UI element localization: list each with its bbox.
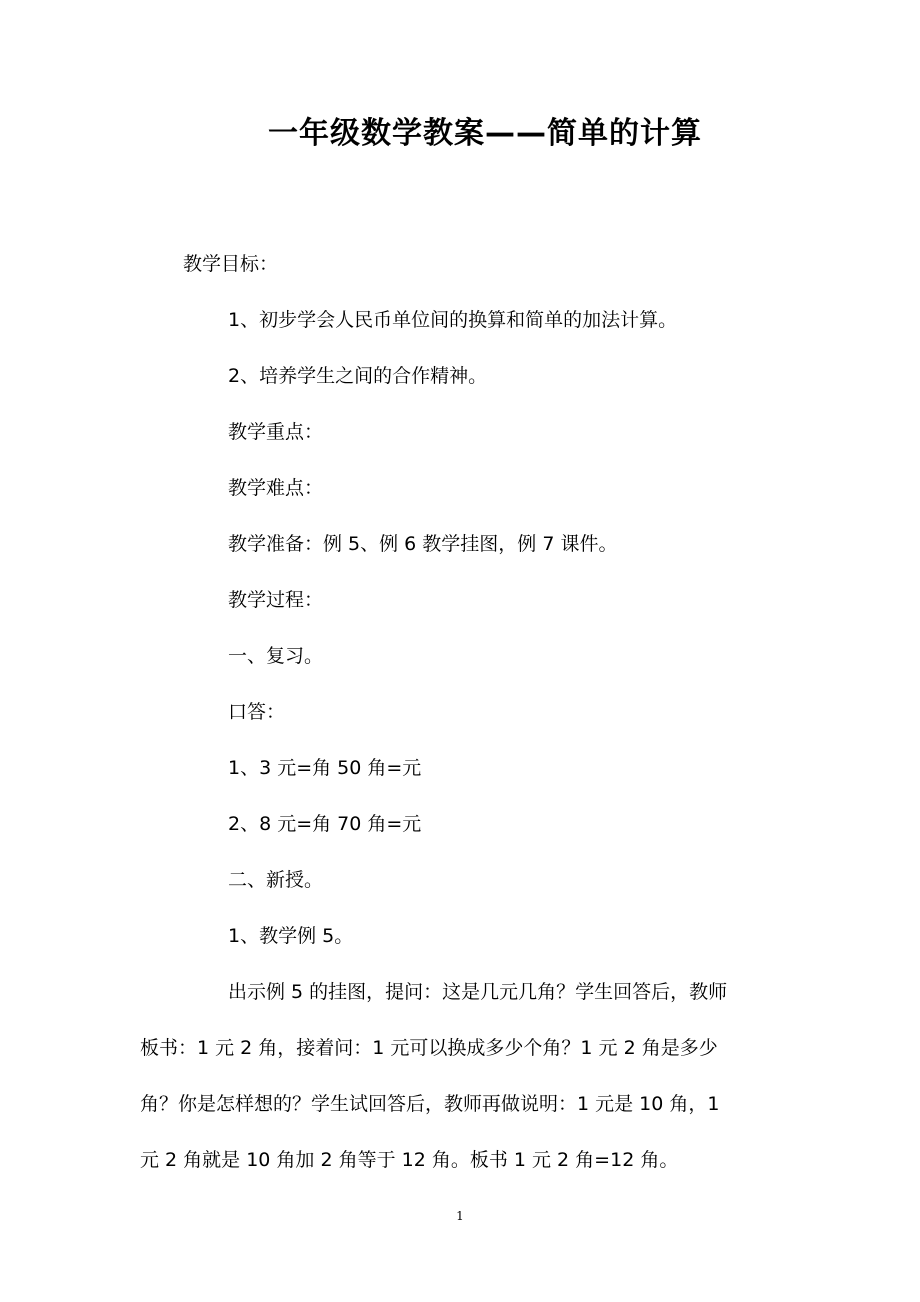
oral-question-2: 2、8 元=角 70 角=元 — [228, 813, 422, 835]
step-new-lesson: 二、新授。 — [228, 869, 324, 891]
example-5-heading: 1、教学例 5。 — [228, 925, 354, 947]
objective-item-2: 2、培养学生之间的合作精神。 — [228, 365, 488, 387]
oral-question-1: 1、3 元=角 50 角=元 — [228, 757, 422, 779]
objective-item-1: 1、初步学会人民币单位间的换算和简单的加法计算。 — [228, 309, 678, 331]
section-heading-difficulties: 教学难点： — [228, 477, 324, 499]
example-5-paragraph — [140, 978, 790, 1202]
oral-answer-label: 口答： — [228, 701, 286, 723]
section-heading-key-points: 教学重点： — [228, 421, 324, 443]
paragraph-line: 元 2 角就是 10 角加 2 角等于 12 角。板书 1 元 2 角=12 角。 — [140, 1149, 679, 1171]
paragraph-line: 角？你是怎样想的？学生试回答后，教师再做说明：1 元是 10 角，1 — [140, 1093, 720, 1115]
step-review: 一、复习。 — [228, 645, 324, 667]
paragraph-line: 出示例 5 的挂图，提问：这是几元几角？学生回答后，教师 — [228, 981, 728, 1003]
page-number: 1 — [456, 1209, 464, 1223]
teaching-preparation: 教学准备：例 5、例 6 教学挂图，例 7 课件。 — [228, 533, 618, 555]
document-title: 一年级数学教案——简单的计算 — [268, 116, 702, 151]
section-heading-process: 教学过程： — [228, 589, 324, 611]
paragraph-line: 板书：1 元 2 角，接着问：1 元可以换成多少个角？1 元 2 角是多少 — [140, 1037, 718, 1059]
section-heading-objectives: 教学目标： — [183, 253, 279, 275]
